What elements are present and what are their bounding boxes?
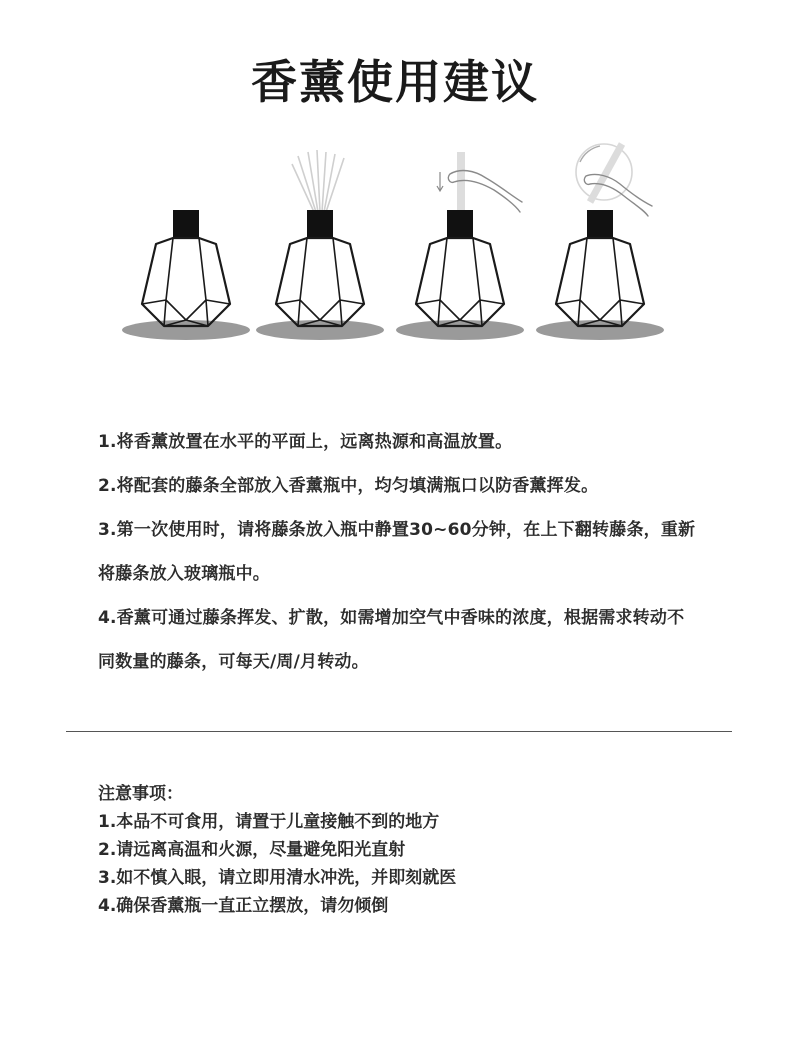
section-divider (66, 731, 732, 732)
precaution-item: 1.本品不可食用，请置于儿童接触不到的地方 (98, 812, 440, 832)
precaution-item: 3.如不慎入眼，请立即用清水冲洗，并即刻就医 (98, 868, 457, 888)
step-line: 同数量的藤条，可每天/周/月转动。 (98, 652, 369, 672)
step-line: 4.香薰可通过藤条挥发、扩散，如需增加空气中香味的浓度，根据需求转动不 (98, 608, 685, 628)
usage-steps (98, 420, 738, 684)
page-title: 香薰使用建议 (251, 55, 539, 109)
usage-illustrations (0, 140, 790, 360)
diffuser-bottle-with-reeds-icon (256, 150, 384, 340)
precautions-heading: 注意事项： (98, 784, 183, 804)
step-line: 1.将香薰放置在水平的平面上，远离热源和高温放置。 (98, 432, 513, 452)
step-line: 3.第一次使用时，请将藤条放入瓶中静置30~60分钟，在上下翻转藤条，重新 (98, 520, 696, 540)
diffuser-bottle-flip-reeds-icon (536, 144, 664, 340)
diffuser-bottle-icon (122, 210, 250, 340)
step-line: 2.将配套的藤条全部放入香薰瓶中，均匀填满瓶口以防香薰挥发。 (98, 476, 599, 496)
precautions (98, 780, 738, 920)
precaution-item: 4.确保香薰瓶一直正立摆放，请勿倾倒 (98, 896, 389, 916)
step-line: 将藤条放入玻璃瓶中。 (98, 564, 270, 584)
diffuser-bottle-insert-reeds-icon (396, 152, 524, 340)
precaution-item: 2.请远离高温和火源，尽量避免阳光直射 (98, 840, 406, 860)
